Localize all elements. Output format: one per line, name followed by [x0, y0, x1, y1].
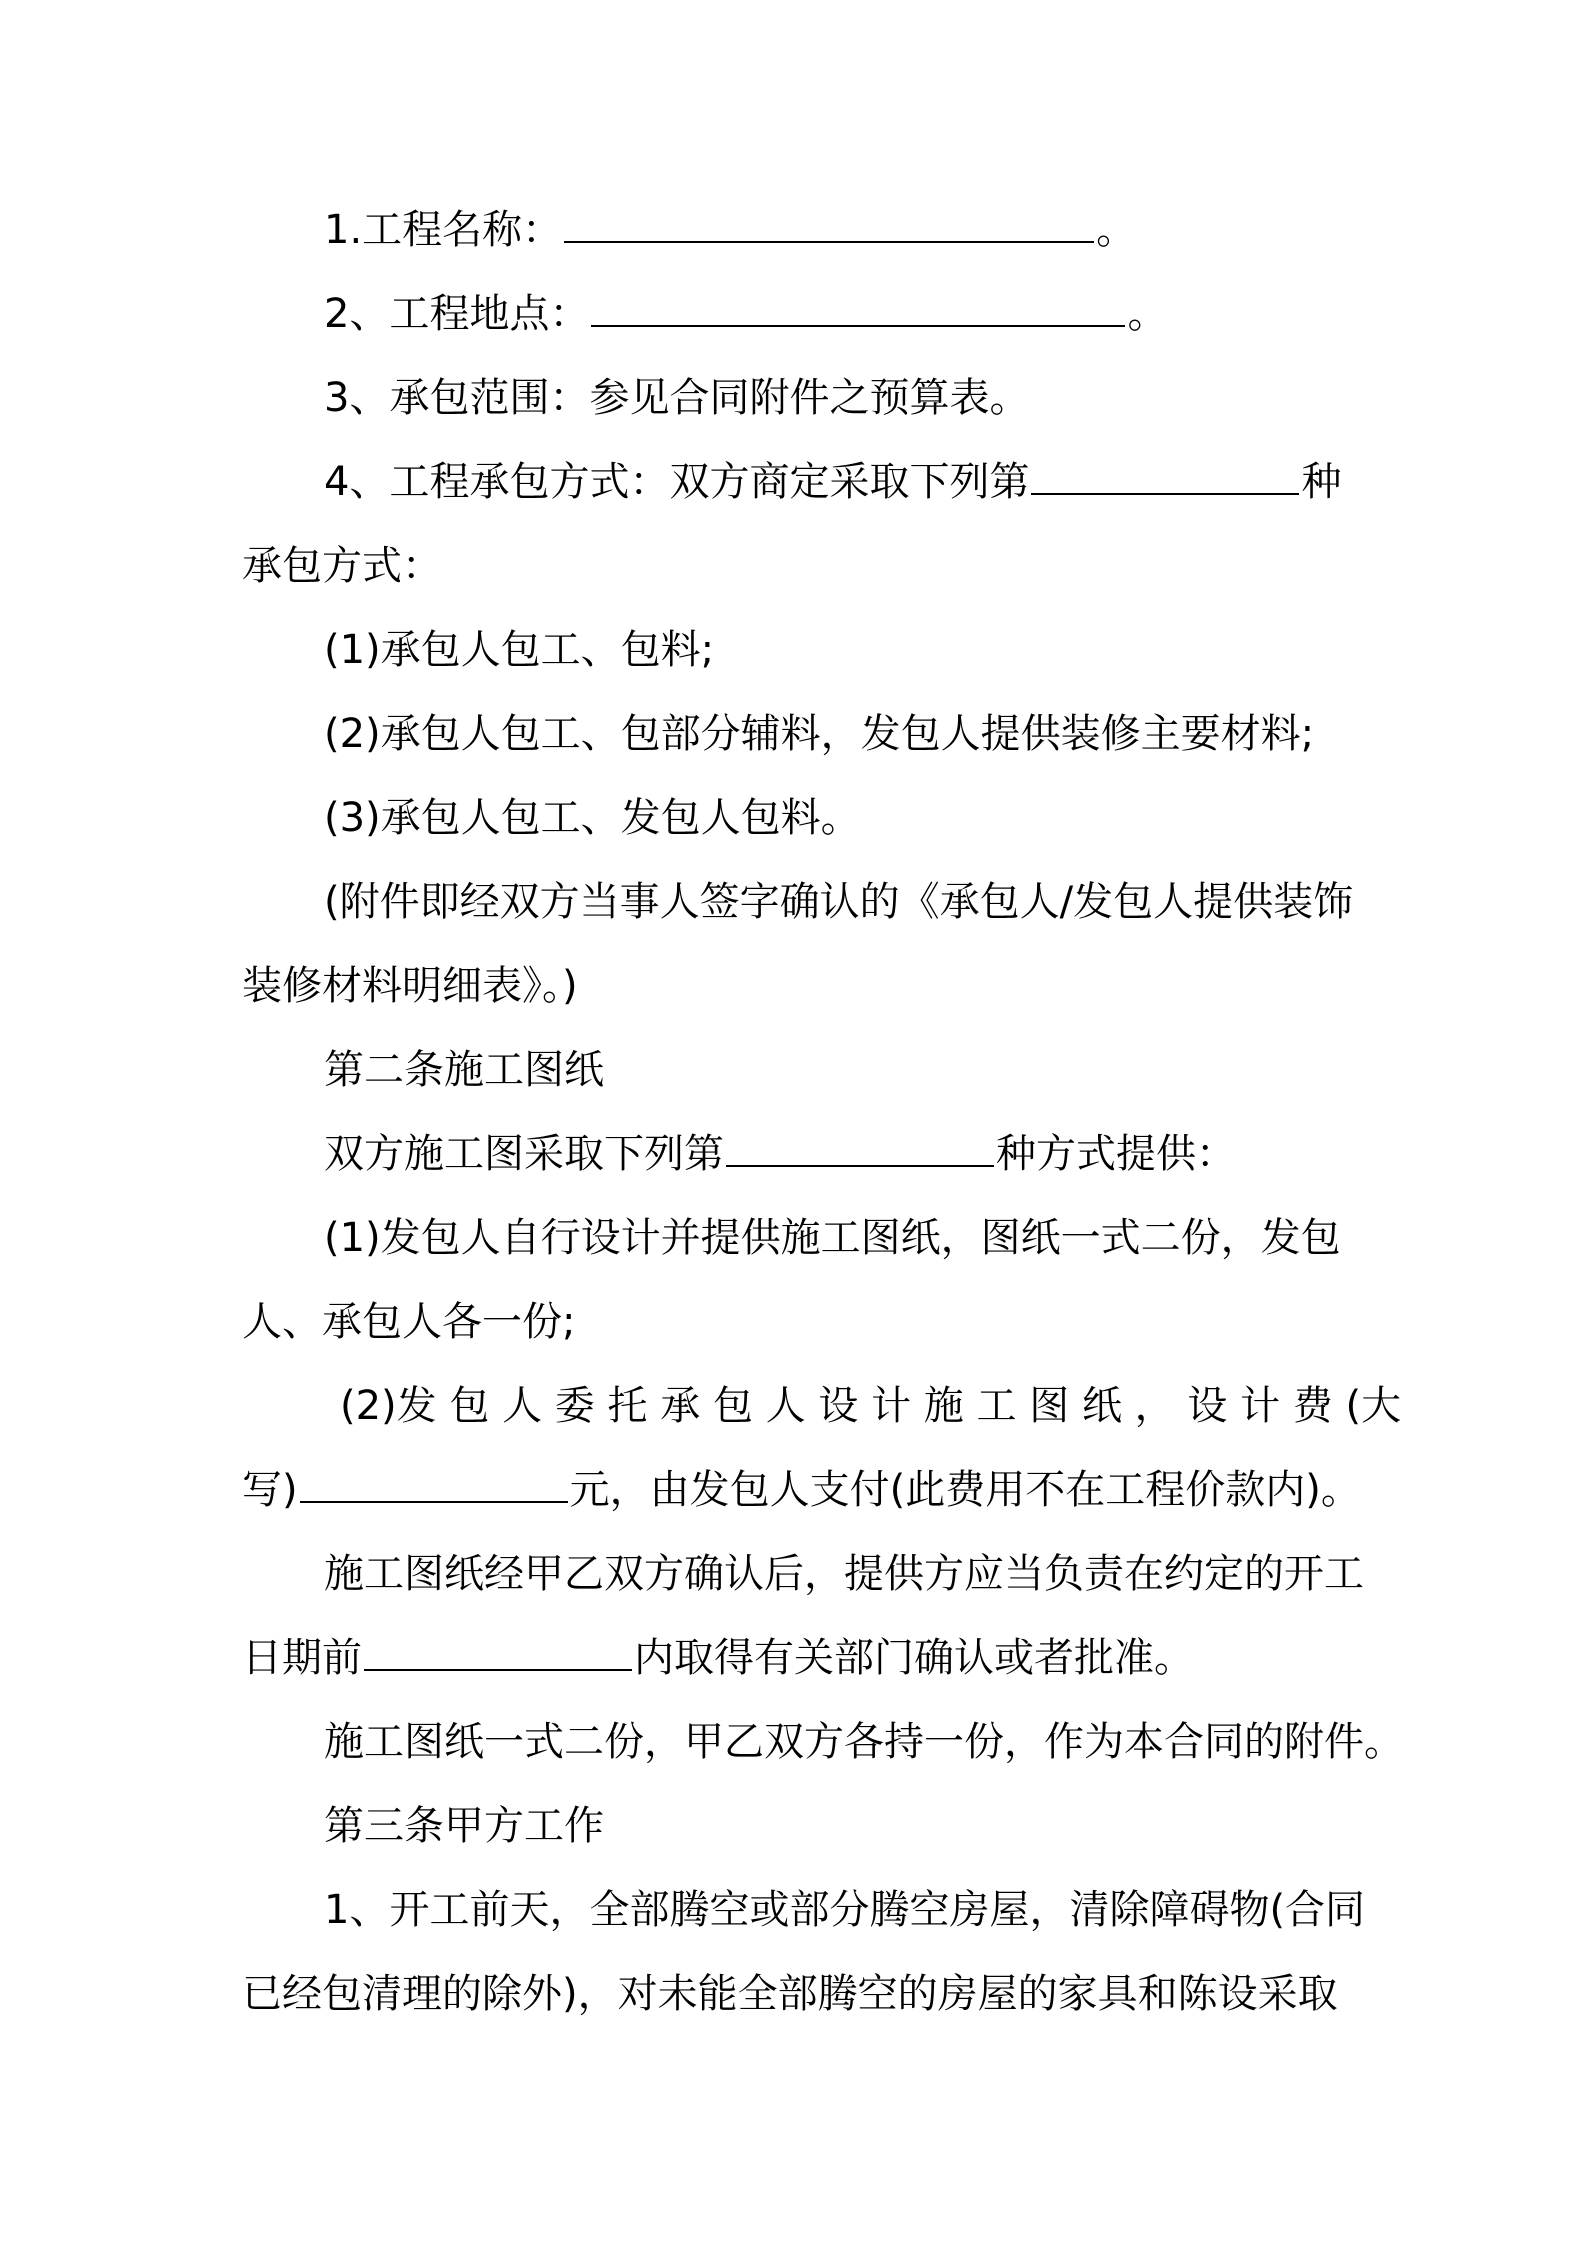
paragraph-text: 人、承包人各一份;	[242, 1299, 576, 1345]
approval-deadline-line	[0, 1616, 1586, 1700]
paragraph-line	[0, 1280, 1586, 1364]
party-a-item-1	[0, 1868, 1586, 1952]
paragraph-line	[0, 1952, 1586, 2036]
item-contract-method-text: 4、工程承包方式：双方商定采取下列第	[324, 459, 1030, 505]
drawing-option-2	[0, 1364, 1586, 1448]
item-contract-method-end: 种	[1301, 459, 1342, 505]
item-project-name-end: 。	[1096, 207, 1137, 253]
drawing-confirm	[0, 1532, 1586, 1616]
drawing-method	[0, 1112, 1586, 1196]
fill-blank	[300, 1475, 568, 1503]
drawing-option-1	[0, 1196, 1586, 1280]
paragraph-text: 已经包清理的除外)，对未能全部腾空的房屋的家具和陈设采取	[242, 1971, 1338, 2017]
item-scope	[0, 356, 1586, 440]
design-fee-label: 写)	[242, 1467, 298, 1513]
paragraph-line	[0, 944, 1586, 1028]
item-project-name-label: 1.工程名称：	[324, 207, 563, 253]
option-1	[0, 608, 1586, 692]
option-3	[0, 776, 1586, 860]
item-contract-method	[0, 440, 1586, 524]
item-project-location-end: 。	[1127, 291, 1168, 337]
item-project-name	[0, 188, 1586, 272]
section-heading-3	[0, 1784, 1586, 1868]
paragraph-line	[0, 524, 1586, 608]
option-2	[0, 692, 1586, 776]
section-heading-2-text: 第二条施工图纸	[324, 1047, 604, 1093]
drawing-option-2-text: (2)发 包 人 委 托 承 包 人 设 计 施 工 图 纸 ， 设 计 费 (大	[340, 1383, 1402, 1429]
option-2-text: (2)承包人包工、包部分辅料，发包人提供装修主要材料;	[324, 711, 1315, 757]
design-fee-line	[0, 1448, 1586, 1532]
drawing-method-end: 种方式提供：	[996, 1131, 1236, 1177]
drawing-method-text: 双方施工图采取下列第	[324, 1131, 724, 1177]
item-scope-text: 3、承包范围：参见合同附件之预算表。	[324, 375, 1030, 421]
drawing-option-1-text: (1)发包人自行设计并提供施工图纸，图纸一式二份，发包	[324, 1215, 1341, 1261]
appendix-note-text: (附件即经双方当事人签字确认的《承包人/发包人提供装饰	[324, 879, 1354, 925]
section-heading-3-text: 第三条甲方工作	[324, 1803, 604, 1849]
approval-deadline-label: 日期前	[242, 1635, 362, 1681]
fill-blank	[726, 1139, 994, 1167]
option-1-text: (1)承包人包工、包料;	[324, 627, 715, 673]
fill-blank	[591, 299, 1125, 327]
drawing-confirm-text: 施工图纸经甲乙双方确认后，提供方应当负责在约定的开工	[324, 1551, 1364, 1597]
appendix-note	[0, 860, 1586, 944]
option-3-text: (3)承包人包工、发包人包料。	[324, 795, 861, 841]
fill-blank	[1031, 467, 1299, 495]
drawing-copies-text: 施工图纸一式二份，甲乙双方各持一份，作为本合同的附件。	[324, 1719, 1404, 1765]
party-a-item-1-text: 1、开工前天，全部腾空或部分腾空房屋，清除障碍物(合同	[324, 1887, 1366, 1933]
fill-blank	[564, 215, 1094, 243]
item-project-location-label: 2、工程地点：	[324, 291, 590, 337]
paragraph-text: 装修材料明细表》。)	[242, 963, 578, 1009]
drawing-copies	[0, 1700, 1586, 1784]
fill-blank	[364, 1643, 632, 1671]
section-heading-2	[0, 1028, 1586, 1112]
item-project-location	[0, 272, 1586, 356]
design-fee-end: 元，由发包人支付(此费用不在工程价款内)。	[569, 1467, 1361, 1513]
paragraph-text: 承包方式：	[242, 543, 442, 589]
approval-deadline-end: 内取得有关部门确认或者批准。	[634, 1635, 1194, 1681]
